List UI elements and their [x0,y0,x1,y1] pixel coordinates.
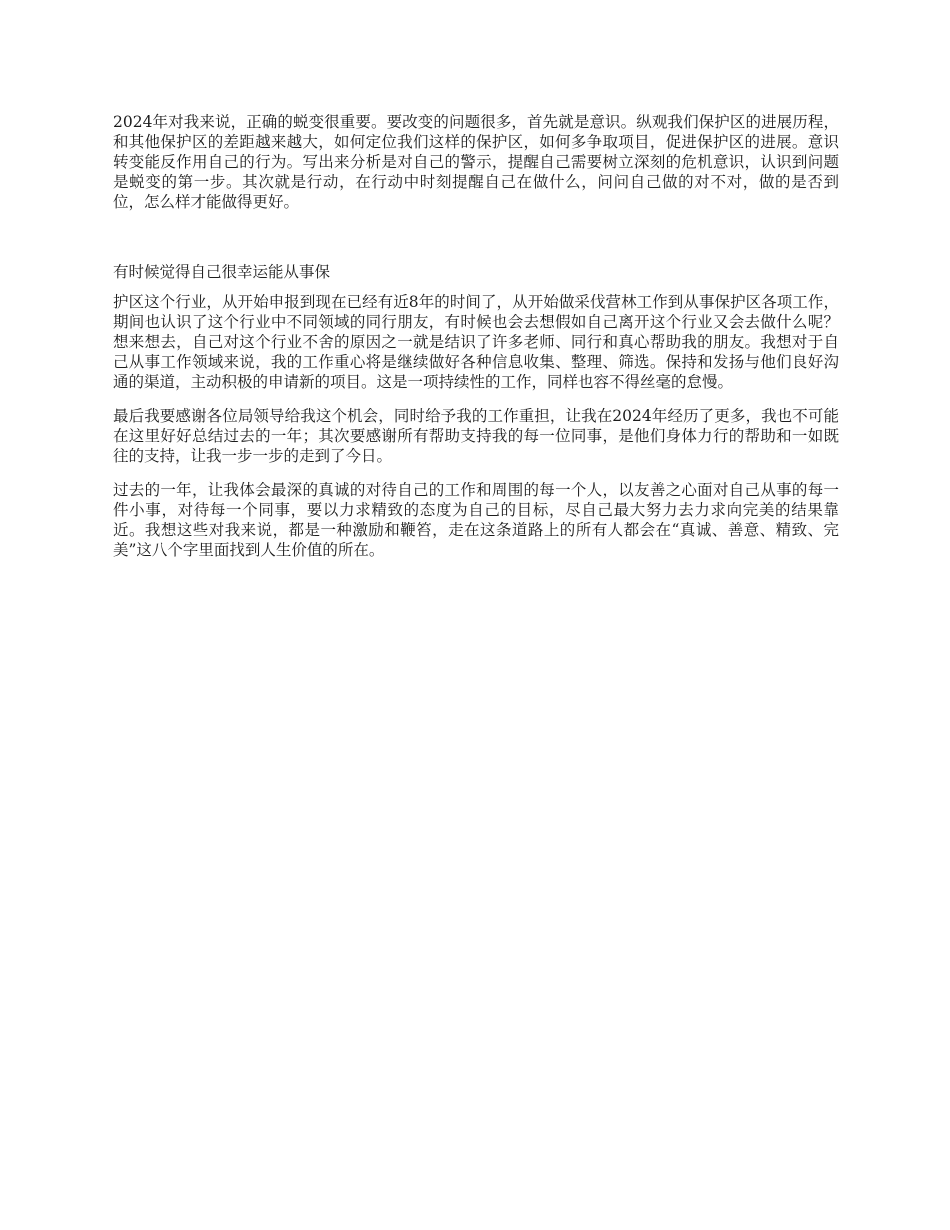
paragraph-3: 护区这个行业，从开始申报到现在已经有近8年的时间了，从开始做采伐营林工作到从事保护区各项工作，期间也认识了这个行业中不同领域的同行朋友，有时候也会去想假如自己离开这个行业又会去做什么呢？想来想去，自己对这个行业不舍的原因之一就是结识了许多老师、同行和真心帮助我的朋友。我想对于自己从事工作领域来说，我的工作重心将是继续做好各种信息收集、整理、筛选。保持和发扬与他们良好沟通的渠道，主动积极的申请新的项目。这是一项持续性的工作，同样也容不得丝毫的怠慢。 [113,293,839,391]
paragraph-4: 最后我要感谢各位局领导给我这个机会，同时给予我的工作重担，让我在2024年经历了更多，我也不可能在这里好好总结过去的一年；其次要感谢所有帮助支持我的每一位同事，是他们身体力行的帮助和一如既往的支持，让我一步一步的走到了今日。 [113,407,839,465]
paragraph-1: 2024年对我来说，正确的蜕变很重要。要改变的问题很多，首先就是意识。纵观我们保护区的进展历程，和其他保护区的差距越来越大，如何定位我们这样的保护区，如何多争取项目，促进保护区的进展。意识转变能反作用自己的行为。写出来分析是对自己的警示，提醒自己需要树立深刻的危机意识，认识到问题是蜕变的第一步。其次就是行动，在行动中时刻提醒自己在做什么，问问自己做的对不对，做的是否到位，怎么样才能做得更好。 [113,113,839,211]
document-page [113,112,839,574]
paragraph-2-lead-line: 有时候觉得自己很幸运能从事保 [113,263,331,281]
paragraph-5: 过去的一年，让我体会最深的真诚的对待自己的工作和周围的每一个人，以友善之心面对自己从事的每一件小事，对待每一个同事，要以力求精致的态度为自己的目标，尽自己最大努力去力求向完美的结果靠近。我想这些对我来说，都是一种激励和鞭笞，走在这条道路上的所有人都会在“真诚、善意、精致、完美”这八个字里面找到人生价值的所在。 [113,481,839,559]
